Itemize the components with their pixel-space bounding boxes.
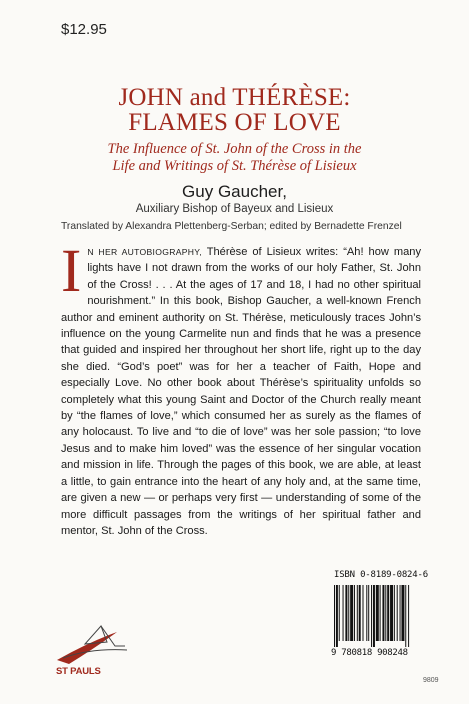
barcode-number: 9 780818 908248 xyxy=(331,648,408,658)
lead-in: N HER AUTOBIOGRAPHY, xyxy=(87,247,202,257)
publisher-logo-icon xyxy=(55,620,135,666)
author-block xyxy=(0,182,469,217)
price-tag: $12.95 xyxy=(61,21,107,38)
title-line-2: FLAMES OF LOVE xyxy=(128,109,341,136)
author-role: Auxiliary Bishop of Bayeux and Lisieux xyxy=(135,203,334,215)
title-block xyxy=(0,85,469,175)
drop-cap: I xyxy=(61,238,82,305)
translator-credit: Translated by Alexandra Plettenberg-Serban; edited by Bernadette Frenzel xyxy=(61,221,402,232)
description-text xyxy=(61,238,422,539)
subtitle-line-1: The Influence of St. John of the Cross in the xyxy=(107,141,362,157)
author-name: Guy Gaucher, xyxy=(182,182,287,201)
title-line-1: JOHN and THÉRÈSE: xyxy=(118,84,351,111)
subtitle-line-2: Life and Writings of St. Thérèse of Lisieux xyxy=(112,158,357,174)
isbn-label: ISBN 0-8189-0824-6 xyxy=(334,570,428,580)
publisher-name: ST PAULS xyxy=(56,666,101,677)
description-body: Thérèse of Lisieux writes: “Ah! how many lights have I not drawn from the works of our holy Father, St. John of the Cross! . . . At the ages of 17 and 18, I had no other spiritual nourishment.” In this book, Bishop Gaucher, a well-known French author and eminent authority on St. Thérèse, meticulously traces John’s influence on the young Carmelite nun and finds that he was a presence that guided and inspired her throughout her short life, right up to the day she died. “God’s poet” was for her a teacher of Faith, Hope and especially Love. No other book about Thérèse’s spirituality unfolds so completely what this young Saint and Doctor of the Church really meant by “the flames of love,” which consumed her as surely as the flames of any holocaust. To live and “to die of love” was her sole passion; “to love Jesus and to make him loved” was the essence of her singular vocation and mission in life. Through the pages of this book, we are able, at least a little, to gain entrance into the heart of any holy and, at the same time, are given a new — or perhaps very first — understanding of some of the more difficult passages from the writings of her spiritual father and mentor, St. John of the Cross. xyxy=(61,246,422,537)
barcode xyxy=(333,585,432,647)
printer-code: 9809 xyxy=(423,677,439,684)
subtitle xyxy=(0,141,469,175)
